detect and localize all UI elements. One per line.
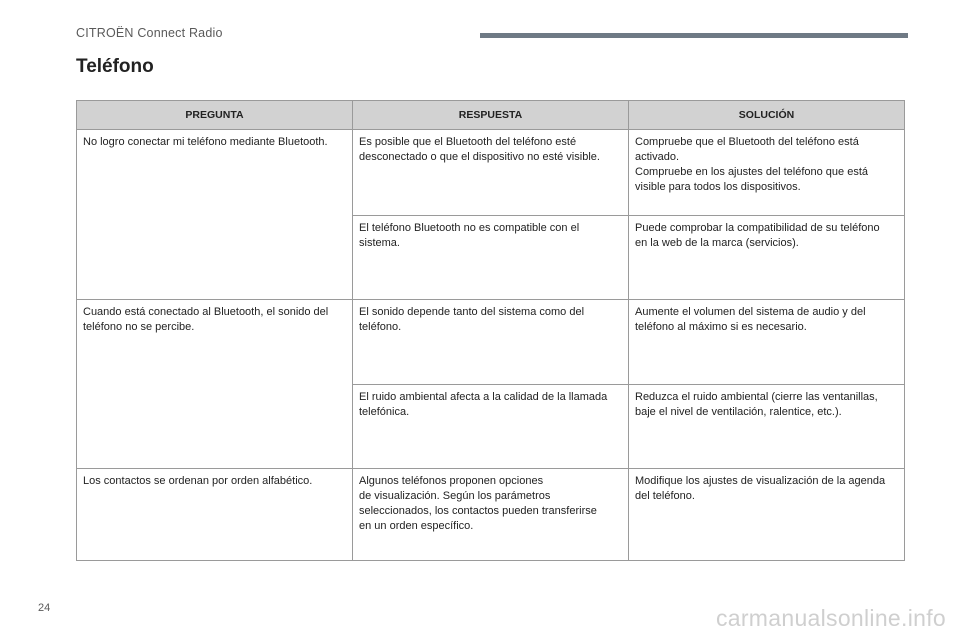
answer-cell: El sonido depende tanto del sistema como del teléfono.: [353, 300, 629, 385]
column-header-solution: SOLUCIÓN: [629, 101, 905, 130]
watermark: carmanualsonline.info: [715, 605, 946, 631]
solution-cell: Puede comprobar la compatibilidad de su teléfono en la web de la marca (servicios).: [629, 216, 905, 300]
question-cell: No logro conectar mi teléfono mediante Bluetooth.: [77, 130, 353, 300]
column-header-answer: RESPUESTA: [353, 101, 629, 130]
table-row: [77, 300, 905, 385]
page-title: Teléfono: [76, 56, 154, 77]
header-divider-bar: [480, 33, 908, 38]
troubleshooting-table: [76, 100, 905, 561]
answer-cell: Es posible que el Bluetooth del teléfono esté desconectado o que el dispositivo no esté visible.: [353, 130, 629, 216]
question-cell: Los contactos se ordenan por orden alfabético.: [77, 469, 353, 561]
answer-cell: El teléfono Bluetooth no es compatible con el sistema.: [353, 216, 629, 300]
answer-cell: Algunos teléfonos proponen opciones de visualización. Según los parámetros seleccionados, los contactos pueden transferirse en un orden específico.: [353, 469, 629, 561]
table-row: [77, 130, 905, 216]
solution-cell: Modifique los ajustes de visualización de la agenda del teléfono.: [629, 469, 905, 561]
solution-cell: Reduzca el ruido ambiental (cierre las ventanillas, baje el nivel de ventilación, ralentice, etc.).: [629, 385, 905, 469]
table-row: [77, 469, 905, 561]
column-header-question: PREGUNTA: [77, 101, 353, 130]
question-cell: Cuando está conectado al Bluetooth, el sonido del teléfono no se percibe.: [77, 300, 353, 469]
running-head: CITROËN Connect Radio: [76, 26, 223, 40]
page-number: 24: [38, 602, 51, 614]
solution-cell: Compruebe que el Bluetooth del teléfono está activado. Compruebe en los ajustes del teléfono que está visible para todos los dispositivos.: [629, 130, 905, 216]
solution-cell: Aumente el volumen del sistema de audio y del teléfono al máximo si es necesario.: [629, 300, 905, 385]
answer-cell: El ruido ambiental afecta a la calidad de la llamada telefónica.: [353, 385, 629, 469]
table-header-row: [77, 101, 905, 130]
